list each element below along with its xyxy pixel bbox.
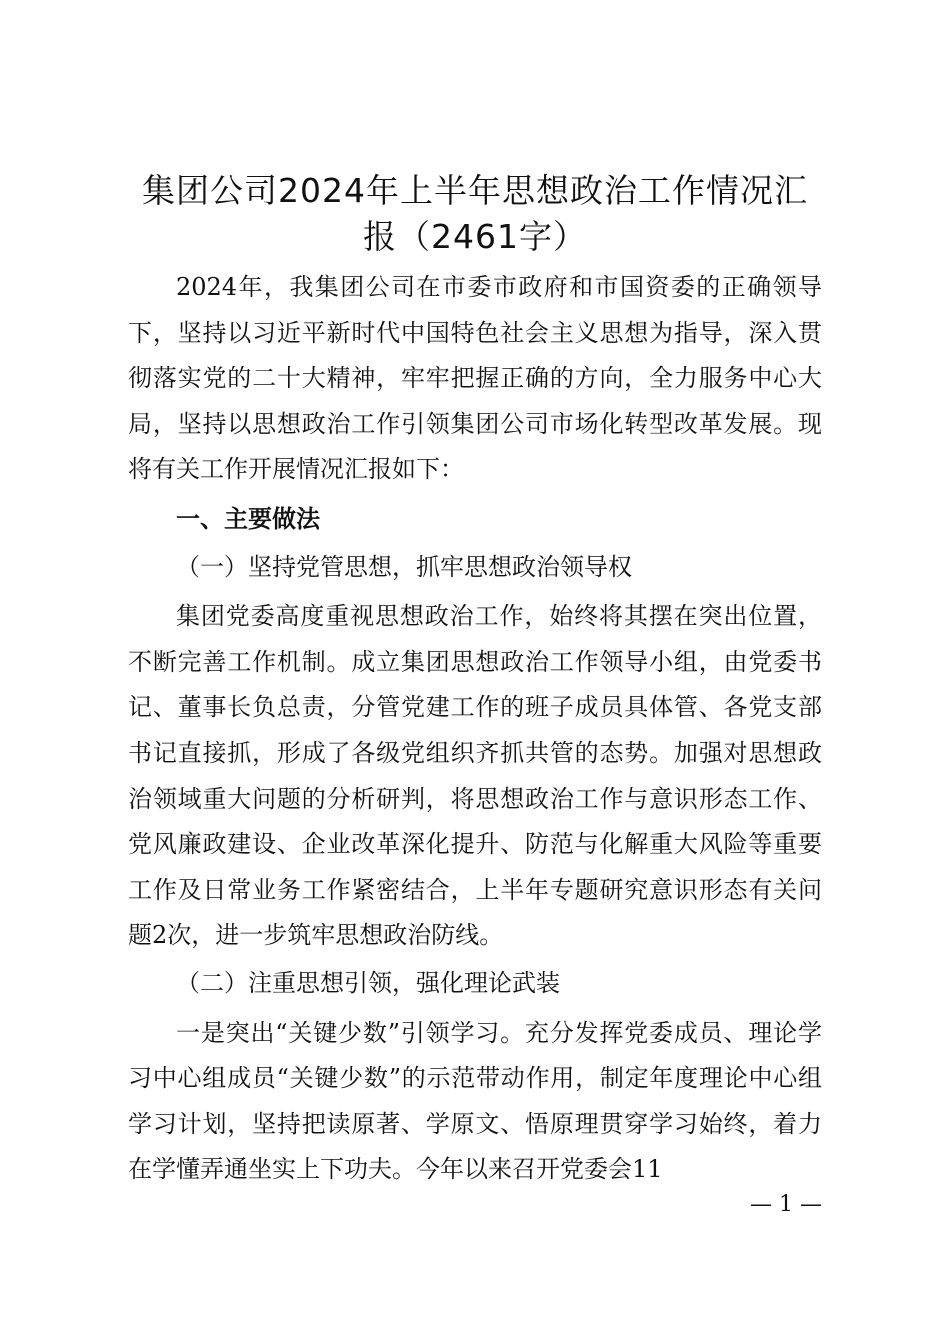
section-heading-main-practices: 一、主要做法 — [176, 504, 320, 533]
subsection-heading-1: （一）坚持党管思想，抓牢思想政治领导权 — [176, 552, 632, 581]
document-body — [128, 265, 822, 1193]
page-number: — 1 — — [750, 1192, 822, 1217]
intro-paragraph: 2024年，我集团公司在市委市政府和市国资委的正确领导下，坚持以习近平新时代中国特色社会主义思想为指导，深入贯彻落实党的二十大精神，牢牢把握正确的方向，全力服务中心大局，坚持以思想政治工作引领集团公司市场化转型改革发展。现将有关工作开展情况汇报如下： — [128, 273, 822, 484]
subsection-1-paragraph: 集团党委高度重视思想政治工作，始终将其摆在突出位置，不断完善工作机制。成立集团思想政治工作领导小组，由党委书记、董事长负总责，分管党建工作的班子成员具体管、各党支部书记直接抓，形成了各级党组织齐抓共管的态势。加强对思想政治领域重大问题的分析研判，将思想政治工作与意识形态工作、党风廉政建设、企业改革深化提升、防范与化解重大风险等重要工作及日常业务工作紧密结合，上半年专题研究意识形态有关问题2次，进一步筑牢思想政治防线。 — [128, 602, 822, 950]
document-title: 集团公司2024年上半年思想政治工作情况汇报（2461字） — [142, 171, 808, 256]
subsection-2-paragraph: 一是突出“关键少数”引领学习。充分发挥党委成员、理论学习中心组成员“关键少数”的示范带动作用，制定年度理论中心组学习计划，坚持把读原著、学原文、悟原理贯穿学习始终，着力在学懂弄通坐实上下功夫。今年以来召开党委会11 — [128, 1018, 822, 1184]
subsection-heading-2: （二）注重思想引领，强化理论武装 — [176, 968, 560, 997]
